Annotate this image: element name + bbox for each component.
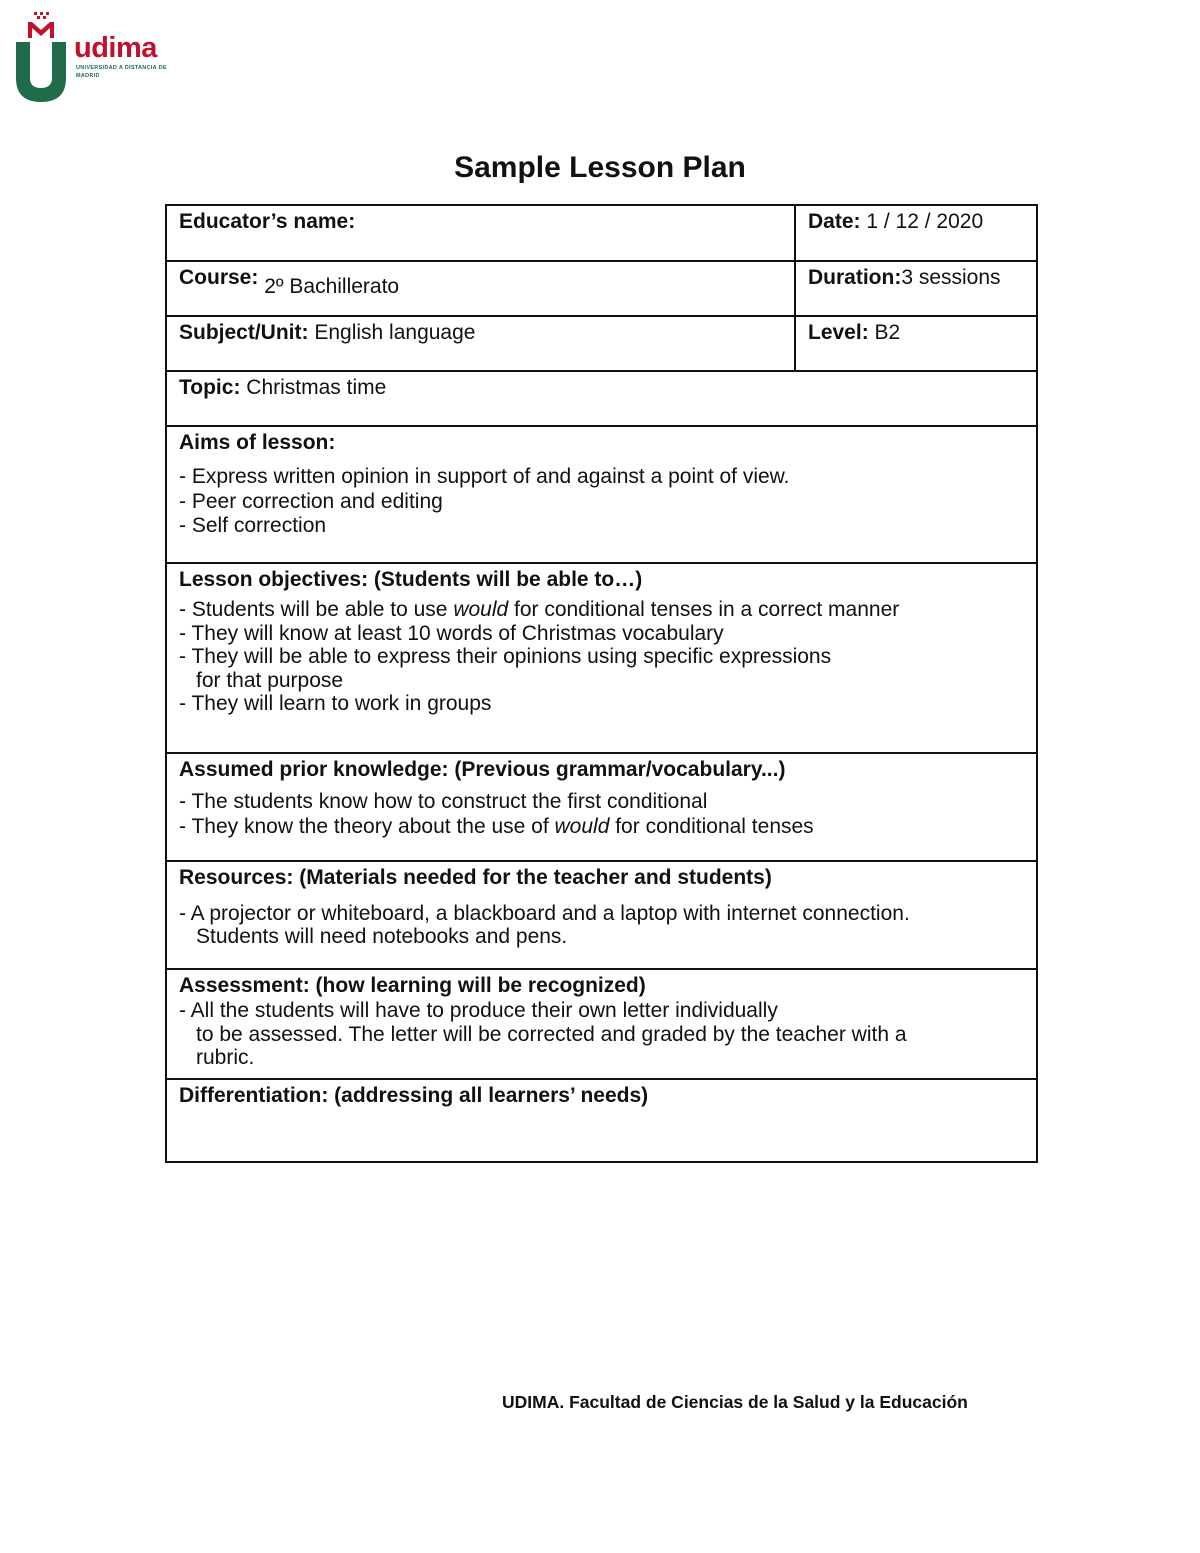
udima-logo — [8, 6, 168, 102]
objectives-item: - They will know at least 10 words of Christmas vocabulary — [179, 621, 724, 645]
row-resources — [166, 861, 1037, 969]
differentiation-cell — [166, 1079, 1037, 1162]
resources-item: - A projector or whiteboard, a blackboard and a laptop with internet connection. — [179, 902, 910, 925]
assessment-line: - All the students will have to produce their own letter individually — [179, 999, 778, 1022]
udima-brand-name: udima — [74, 32, 157, 64]
row-assessment — [166, 969, 1037, 1079]
resources-item-continuation: Students will need notebooks and pens. — [196, 925, 568, 948]
prior-knowledge-item-text: - They know the theory about the use of — [179, 814, 555, 838]
subject-cell — [166, 316, 795, 371]
course-label: Course: — [179, 266, 259, 289]
assessment-label: Assessment: (how learning will be recognized) — [179, 974, 646, 997]
subject-value: English language — [314, 321, 476, 344]
lesson-plan-table — [165, 204, 1038, 1163]
resources-cell — [166, 861, 1037, 969]
resources-label: Resources: (Materials needed for the teacher and students) — [179, 866, 772, 889]
objectives-label: Lesson objectives: (Students will be able to…) — [179, 568, 643, 591]
aims-cell — [166, 426, 1037, 563]
date-value: 1 / 12 / 2020 — [866, 210, 984, 233]
objectives-list — [179, 598, 1024, 716]
assessment-line: to be assessed. The letter will be corrected and graded by the teacher with a — [196, 1022, 907, 1046]
prior-knowledge-item-emphasis: would — [554, 814, 610, 838]
prior-knowledge-item: - The students know how to construct the first conditional — [179, 790, 708, 813]
assessment-text — [179, 999, 1024, 1070]
prior-knowledge-cell — [166, 753, 1037, 861]
duration-value: 3 sessions — [901, 266, 1001, 289]
objectives-cell — [166, 563, 1037, 753]
differentiation-label: Differentiation: (addressing all learners’ needs) — [179, 1084, 649, 1107]
topic-cell — [166, 371, 1037, 426]
row-educator-date — [166, 205, 1037, 261]
subject-label: Subject/Unit: — [179, 321, 309, 344]
objectives-item-text: for conditional tenses in a correct manner — [508, 598, 900, 621]
udima-logo-mark-icon — [12, 12, 72, 102]
level-label: Level: — [808, 321, 869, 344]
objectives-item — [179, 598, 1024, 622]
row-subject-level — [166, 316, 1037, 371]
course-cell — [166, 261, 795, 316]
objectives-item-text: - Students will be able to use — [179, 598, 454, 621]
date-cell — [795, 205, 1037, 261]
aims-item: - Peer correction and editing — [179, 489, 443, 513]
level-value: B2 — [874, 321, 901, 344]
page-footer: UDIMA. Facultad de Ciencias de la Salud y la Educación — [502, 1392, 968, 1412]
topic-label: Topic: — [179, 376, 241, 399]
topic-value: Christmas time — [246, 376, 387, 399]
objectives-item-emphasis: would — [453, 598, 509, 621]
row-aims — [166, 426, 1037, 563]
prior-knowledge-list — [179, 790, 1024, 839]
row-objectives — [166, 563, 1037, 753]
course-value: 2º Bachillerato — [264, 275, 400, 298]
aims-item: - Self correction — [179, 514, 327, 537]
level-cell — [795, 316, 1037, 371]
duration-label: Duration: — [808, 266, 902, 289]
prior-knowledge-item — [179, 815, 1024, 840]
prior-knowledge-item-text: for conditional tenses — [609, 814, 814, 838]
assessment-cell — [166, 969, 1037, 1079]
duration-cell — [795, 261, 1037, 316]
objectives-item: - They will be able to express their opinions using specific expressions — [179, 645, 832, 668]
objectives-item: - They will learn to work in groups — [179, 692, 492, 715]
assessment-line: rubric. — [196, 1046, 255, 1069]
page-title: Sample Lesson Plan — [454, 151, 746, 184]
row-topic — [166, 371, 1037, 426]
objectives-item-continuation: for that purpose — [196, 668, 344, 692]
aims-item: - Express written opinion in support of and against a point of view. — [179, 465, 790, 488]
aims-list — [179, 465, 1024, 539]
resources-list — [179, 902, 1024, 948]
date-label: Date: — [808, 210, 861, 233]
educator-label: Educator’s name: — [179, 210, 356, 233]
row-course-duration — [166, 261, 1037, 316]
prior-knowledge-label: Assumed prior knowledge: (Previous grammar/vocabulary...) — [179, 758, 786, 781]
udima-brand-subtitle: UNIVERSIDAD A DISTANCIA DE MADRID — [76, 65, 167, 79]
aims-label: Aims of lesson: — [179, 431, 336, 454]
row-prior-knowledge — [166, 753, 1037, 861]
educator-cell — [166, 205, 795, 261]
row-differentiation — [166, 1079, 1037, 1162]
